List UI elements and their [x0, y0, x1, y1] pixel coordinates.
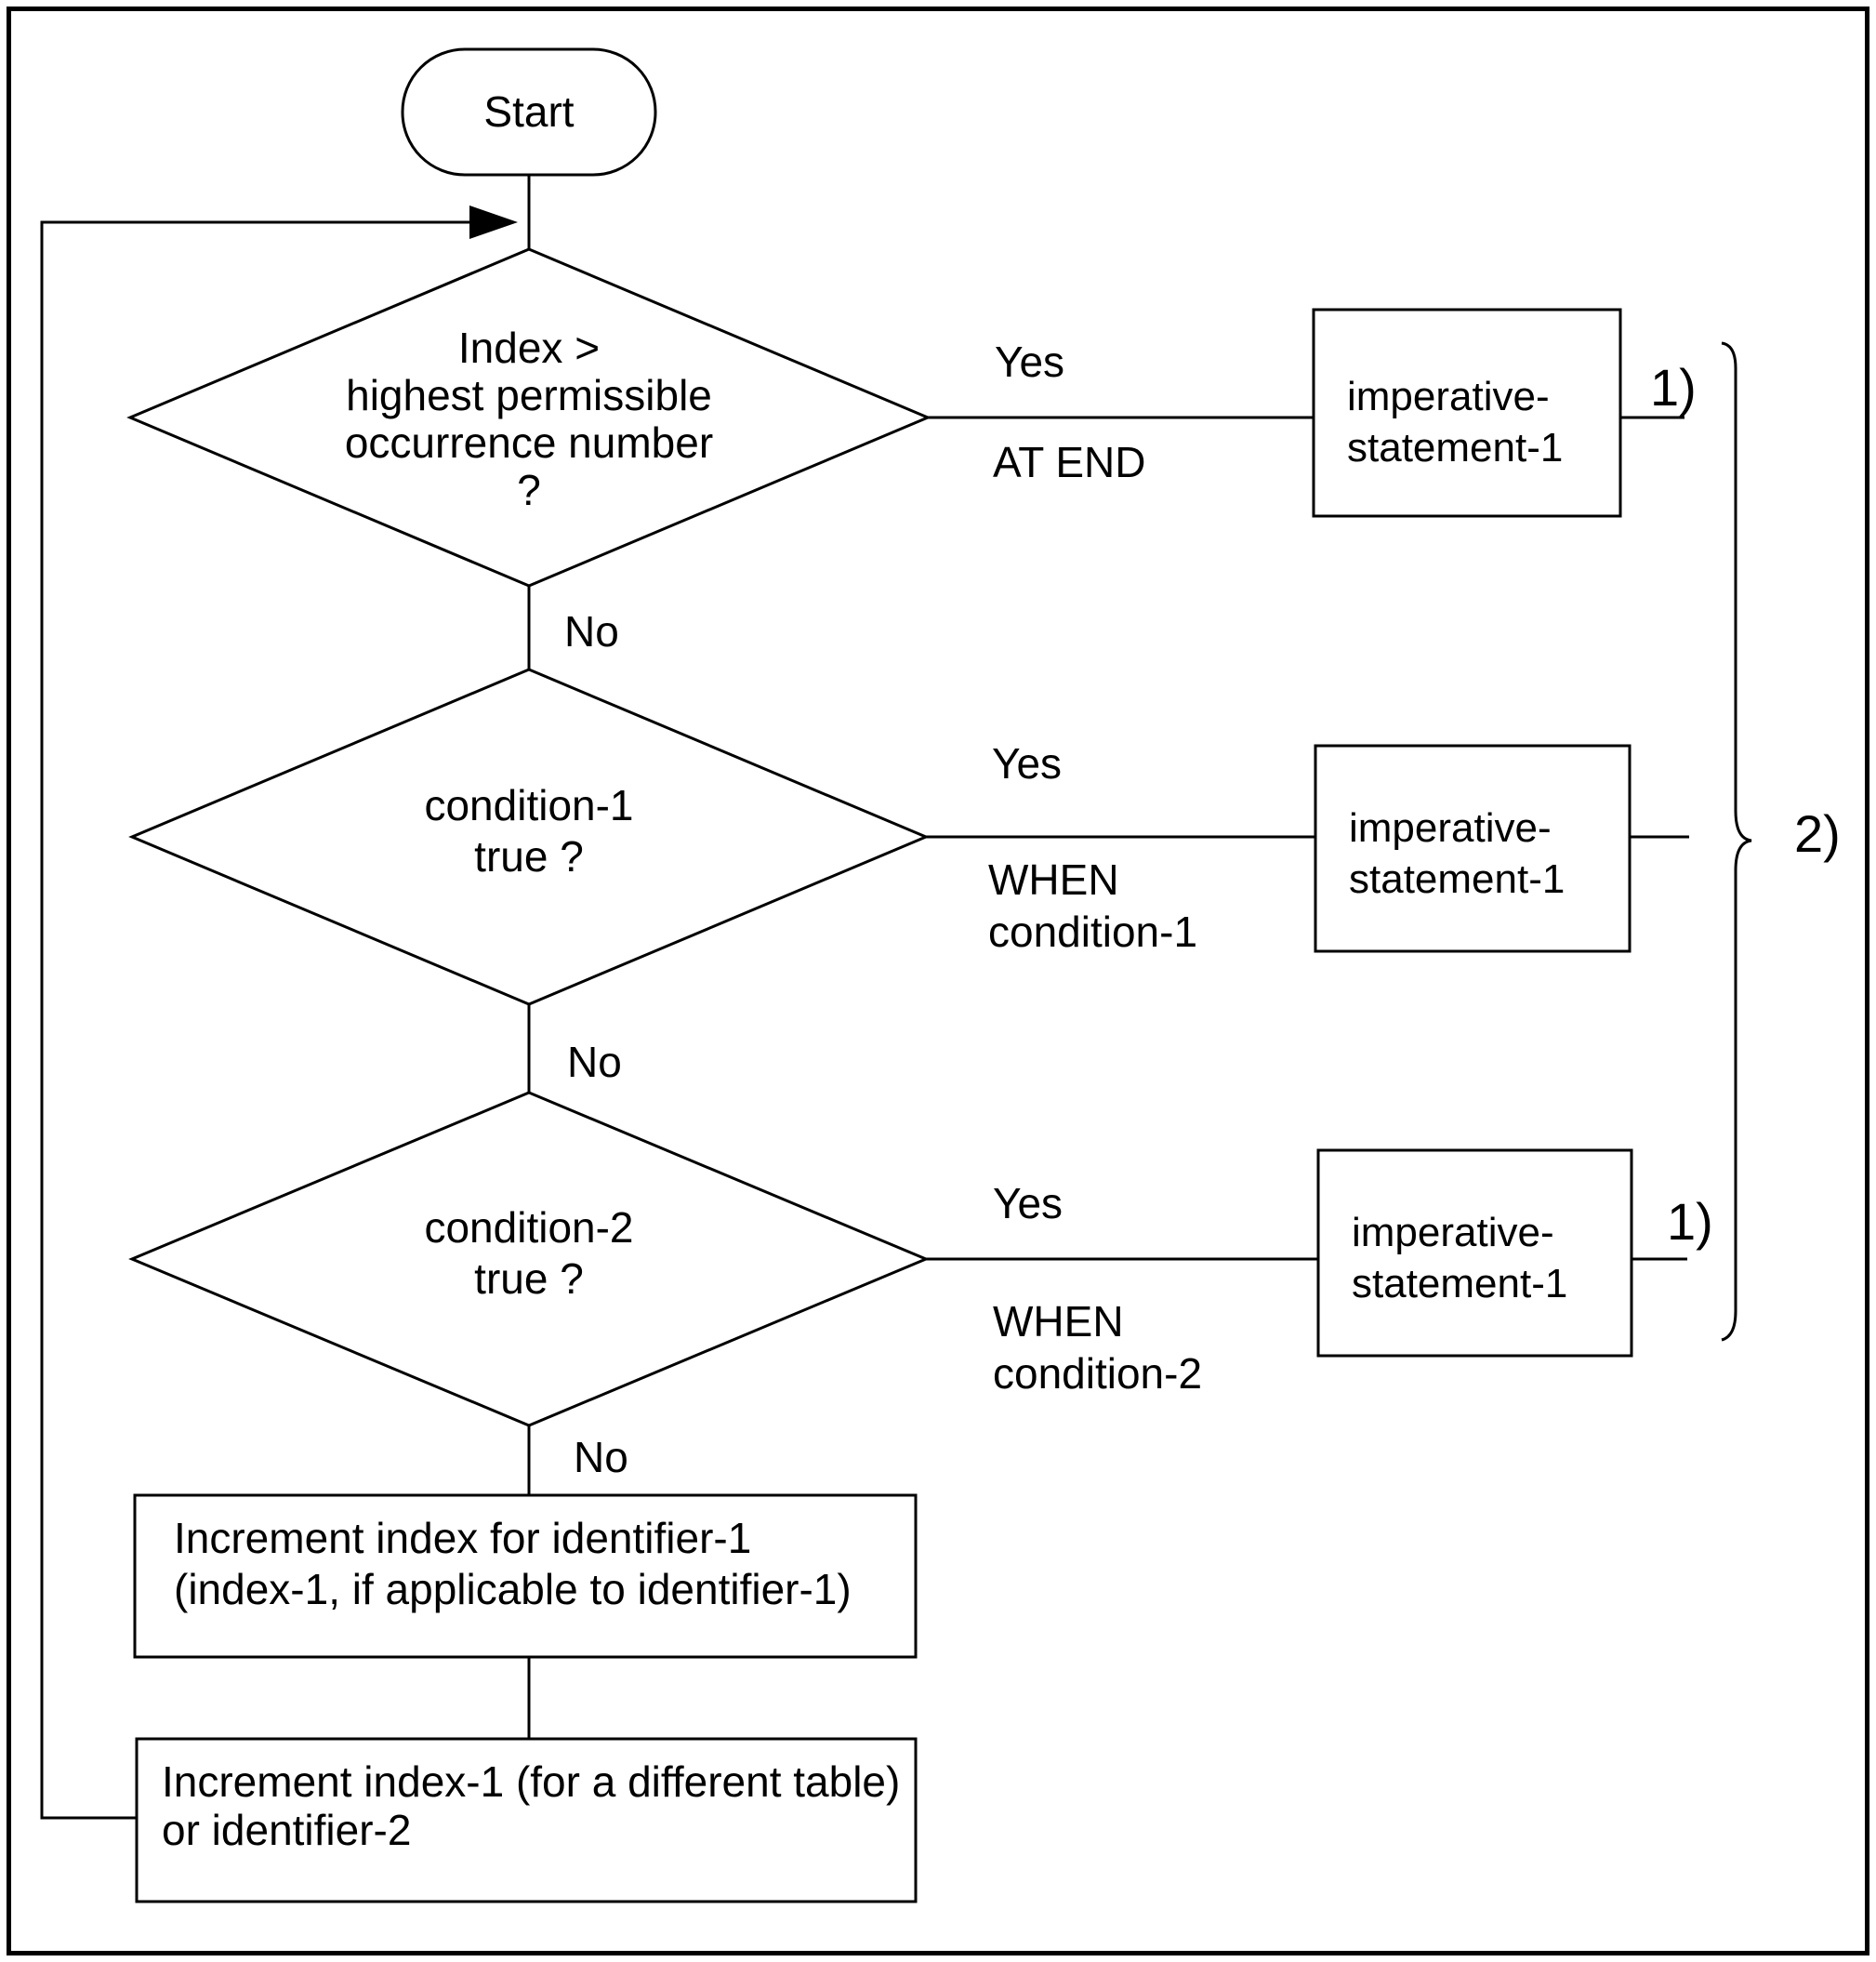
increment1-line1: Increment index for identifier-1 [174, 1514, 752, 1562]
decision1-no-label: No [564, 607, 619, 656]
note2-label: 2) [1794, 804, 1841, 863]
loop-arrowhead-icon [469, 205, 518, 239]
outer-border [9, 9, 1868, 1954]
process-imperative-statement-1 [1314, 310, 1620, 516]
increment-index1-identifier2-box [137, 1739, 916, 1902]
increment1-line2: (index-1, if applicable to identifier-1) [174, 1565, 852, 1613]
process2-line1: imperative- [1349, 805, 1552, 851]
decision2-yes-label: Yes [992, 739, 1063, 788]
start-label: Start [483, 87, 575, 136]
decision-index-check [130, 249, 928, 586]
group-brace [1722, 343, 1751, 1340]
decision3-yes-label: Yes [993, 1179, 1064, 1227]
process3-line2: statement-1 [1352, 1261, 1568, 1306]
decision1-yes-label: Yes [995, 338, 1065, 386]
increment2-line1: Increment index-1 (for a different table) [162, 1757, 901, 1806]
note1-label-top: 1) [1650, 358, 1697, 417]
decision2-no-label: No [567, 1038, 622, 1086]
decision1-text-line3: occurrence number [344, 418, 714, 467]
decision2-text-line1: condition-1 [424, 781, 634, 829]
decision1-branch-label: AT END [993, 438, 1146, 486]
decision3-no-label: No [574, 1433, 628, 1481]
decision1-text-line2: highest permissible [346, 371, 712, 419]
process-imperative-statement-2 [1315, 746, 1630, 951]
decision-condition-2 [132, 1093, 926, 1425]
decision1-text-line4: ? [517, 466, 541, 514]
decision3-text-line1: condition-2 [424, 1203, 634, 1252]
decision1-text-line1: Index > [457, 324, 601, 372]
decision3-branch-line1: WHEN [993, 1297, 1124, 1346]
decision3-branch-line2: condition-2 [993, 1349, 1203, 1398]
decision2-text-line2: true ? [474, 832, 584, 881]
process-imperative-statement-3 [1318, 1150, 1632, 1356]
process1-line2: statement-1 [1347, 425, 1564, 471]
decision2-branch-line2: condition-1 [988, 908, 1198, 956]
increment2-line2: or identifier-2 [162, 1806, 412, 1854]
decision2-branch-line1: WHEN [988, 855, 1119, 904]
note1-label-bottom: 1) [1667, 1192, 1713, 1251]
increment-index-identifier1-box [135, 1495, 916, 1657]
decision3-text-line2: true ? [474, 1254, 584, 1303]
process2-line2: statement-1 [1349, 856, 1566, 902]
process1-line1: imperative- [1347, 374, 1550, 419]
start-node [403, 49, 655, 175]
process3-line1: imperative- [1352, 1210, 1554, 1255]
decision-condition-1 [132, 669, 926, 1004]
